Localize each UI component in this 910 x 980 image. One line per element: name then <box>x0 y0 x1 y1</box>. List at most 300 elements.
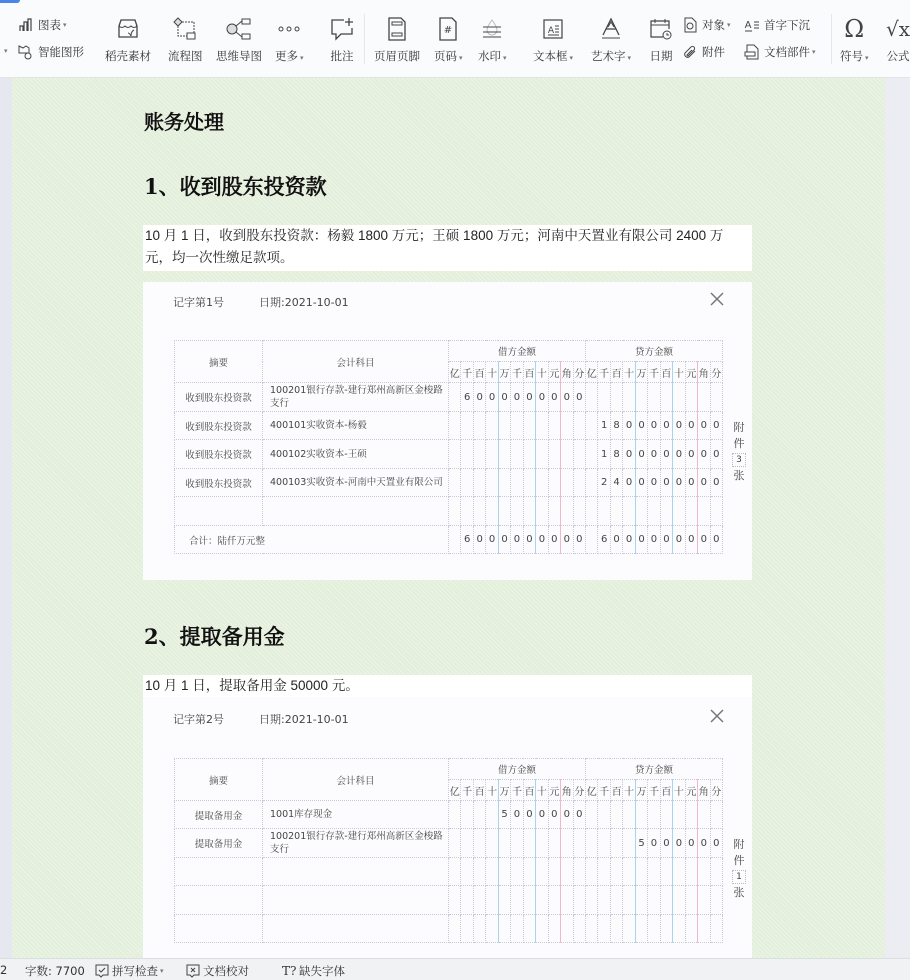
digit-header: 亿 <box>449 780 461 801</box>
digit-header: 分 <box>710 780 722 801</box>
amount-digit <box>673 801 685 829</box>
amount-digit: 0 <box>710 440 722 469</box>
digit-header: 亿 <box>585 362 597 383</box>
amount-digit <box>598 383 610 412</box>
amount-digit <box>548 497 560 526</box>
amount-digit: 5 <box>635 829 647 858</box>
comment-icon <box>329 16 355 42</box>
amount-digit <box>685 497 697 526</box>
amount-digit <box>548 469 560 497</box>
digit-header: 分 <box>710 362 722 383</box>
drop-cap-button[interactable]: A 首字下沉 <box>744 18 810 32</box>
amount-digit <box>660 915 672 943</box>
date-icon <box>648 16 674 42</box>
amount-digit <box>610 497 622 526</box>
amount-digit: 0 <box>685 829 697 858</box>
amount-digit: 0 <box>635 469 647 497</box>
voucher-number: 记字第2号 <box>173 713 224 726</box>
amount-digit <box>698 801 710 829</box>
amount-digit <box>548 886 560 915</box>
amount-digit <box>585 469 597 497</box>
row-summary[interactable]: 提取备用金 <box>175 801 263 829</box>
amount-digit <box>623 886 635 915</box>
amount-digit <box>673 886 685 915</box>
header-summary: 摘要 <box>175 341 263 383</box>
section-paragraph-1[interactable]: 10 月 1 日，收到股东投资款：杨毅 1800 万元；王硕 1800 万元；河南中天置业有限公司 2400 万元，均一次性缴足款项。 <box>143 225 752 271</box>
svg-text:#: # <box>444 25 453 36</box>
total-label: 合计：陆仟万元整 <box>175 526 449 554</box>
voucher-row[interactable] <box>175 412 723 440</box>
amount-digit: 0 <box>685 469 697 497</box>
page-number-icon <box>435 16 461 42</box>
amount-digit <box>486 497 498 526</box>
row-summary[interactable] <box>175 886 263 915</box>
amount-digit: 0 <box>660 526 672 554</box>
proofread-icon <box>186 964 200 978</box>
amount-digit <box>561 469 573 497</box>
amount-digit <box>523 412 535 440</box>
spell-check-button[interactable]: 拼写检查 ▾ <box>95 963 164 979</box>
amount-digit <box>585 886 597 915</box>
voucher-row[interactable] <box>175 469 723 497</box>
amount-digit <box>685 801 697 829</box>
section-heading-1: 1、收到股东投资款 <box>144 174 327 199</box>
amount-digit <box>561 858 573 886</box>
amount-digit <box>598 497 610 526</box>
symbol-button[interactable]: Ω 符号 ▾ <box>840 15 869 63</box>
attachment-count-field[interactable]: 1 <box>732 870 746 884</box>
amount-digit <box>449 858 461 886</box>
voucher-row[interactable] <box>175 497 723 526</box>
mindmap-icon <box>226 16 252 42</box>
amount-digit: 5 <box>498 801 510 829</box>
amount-digit <box>523 440 535 469</box>
voucher-number: 记字第1号 <box>173 296 224 309</box>
voucher-row[interactable] <box>175 886 723 915</box>
amount-digit <box>573 915 585 943</box>
doc-parts-button[interactable]: 文档部件 ▾ <box>744 44 816 60</box>
chevron-down-icon: ▾ <box>627 54 632 62</box>
amount-digit <box>449 383 461 412</box>
amount-digit <box>523 858 535 886</box>
digit-header: 万 <box>635 780 647 801</box>
row-account[interactable] <box>263 497 449 526</box>
row-account[interactable]: 100201银行存款-建行郑州高新区金梭路支行 <box>263 829 449 858</box>
digit-header: 万 <box>498 362 510 383</box>
amount-digit: 0 <box>673 526 685 554</box>
row-summary[interactable] <box>175 858 263 886</box>
amount-digit: 0 <box>498 383 510 412</box>
amount-digit <box>673 858 685 886</box>
digit-header: 十 <box>673 362 685 383</box>
amount-digit <box>585 440 597 469</box>
digit-header: 亿 <box>449 362 461 383</box>
amount-digit: 0 <box>511 383 523 412</box>
amount-digit <box>648 383 660 412</box>
amount-digit: 0 <box>685 412 697 440</box>
amount-digit <box>660 858 672 886</box>
chevron-down-icon[interactable]: ▾ <box>4 47 8 55</box>
amount-digit <box>573 412 585 440</box>
voucher-table <box>174 340 723 554</box>
chevron-down-icon: ▾ <box>459 54 463 62</box>
amount-digit <box>511 469 523 497</box>
formula-icon: √x <box>885 17 910 41</box>
amount-digit: 0 <box>536 801 548 829</box>
doc-proofread-button[interactable]: 文档校对 <box>186 963 249 979</box>
amount-digit <box>585 412 597 440</box>
voucher-row[interactable] <box>175 383 723 412</box>
amount-digit <box>498 858 510 886</box>
amount-digit <box>511 886 523 915</box>
attachment-button[interactable]: 附件 <box>682 44 725 60</box>
digit-header: 元 <box>685 780 697 801</box>
amount-digit: 0 <box>561 801 573 829</box>
row-account[interactable] <box>263 886 449 915</box>
amount-digit: 0 <box>710 469 722 497</box>
amount-digit: 0 <box>536 383 548 412</box>
object-icon <box>682 17 698 33</box>
amount-digit <box>498 829 510 858</box>
amount-digit <box>473 497 485 526</box>
ribbon-toolbar <box>0 0 910 78</box>
digit-header: 千 <box>598 780 610 801</box>
amount-digit <box>610 915 622 943</box>
amount-digit: 0 <box>486 526 498 554</box>
amount-digit: 8 <box>610 440 622 469</box>
document-title: 账务处理 <box>144 110 224 134</box>
amount-digit <box>536 469 548 497</box>
amount-digit: 0 <box>523 801 535 829</box>
amount-digit <box>498 469 510 497</box>
amount-digit <box>610 829 622 858</box>
header-credit: 贷方金额 <box>585 341 722 362</box>
voucher-row[interactable] <box>175 858 723 886</box>
digit-header: 十 <box>623 780 635 801</box>
amount-digit <box>710 858 722 886</box>
amount-digit: 0 <box>648 469 660 497</box>
amount-digit <box>598 801 610 829</box>
row-account[interactable] <box>263 915 449 943</box>
amount-digit <box>548 440 560 469</box>
formula-button[interactable]: √x 公式 <box>885 17 910 63</box>
amount-digit <box>548 858 560 886</box>
voucher-row[interactable] <box>175 801 723 829</box>
amount-digit: 0 <box>648 412 660 440</box>
smart-art-button[interactable]: 智能图形 <box>18 44 84 60</box>
amount-digit <box>536 497 548 526</box>
amount-digit: 0 <box>660 440 672 469</box>
voucher-row[interactable] <box>175 829 723 858</box>
amount-digit <box>698 497 710 526</box>
chart-button[interactable]: 图表 ▾ <box>18 17 67 33</box>
digit-header: 十 <box>536 780 548 801</box>
toolbar-divider <box>831 14 832 64</box>
row-summary[interactable]: 收到股东投资款 <box>175 383 263 412</box>
digit-header: 百 <box>523 780 535 801</box>
amount-digit: 0 <box>486 383 498 412</box>
date-button[interactable]: 日期 <box>648 16 674 64</box>
amount-digit <box>473 829 485 858</box>
amount-digit: 6 <box>461 526 473 554</box>
amount-digit <box>548 829 560 858</box>
row-summary[interactable]: 收到股东投资款 <box>175 412 263 440</box>
row-account[interactable] <box>263 858 449 886</box>
textbox-icon <box>540 16 566 42</box>
page-number-button[interactable]: # 页码 ▾ <box>434 16 463 64</box>
amount-digit <box>511 915 523 943</box>
amount-digit <box>635 886 647 915</box>
row-account[interactable]: 400101实收资本-杨毅 <box>263 412 449 440</box>
amount-digit <box>623 801 635 829</box>
amount-digit: 0 <box>523 526 535 554</box>
comment-button[interactable]: 批注 <box>329 16 355 64</box>
digit-header: 百 <box>473 362 485 383</box>
amount-digit: 0 <box>523 383 535 412</box>
amount-digit <box>685 858 697 886</box>
amount-digit <box>660 497 672 526</box>
chevron-down-icon: ▾ <box>503 54 507 62</box>
attachment-count-field[interactable]: 3 <box>732 453 746 467</box>
wordart-button[interactable]: 艺术字 ▾ <box>591 16 631 64</box>
digit-header: 分 <box>573 780 585 801</box>
digit-header: 千 <box>598 362 610 383</box>
digit-header: 百 <box>660 362 672 383</box>
toolbar-divider <box>364 14 365 64</box>
shop-icon <box>115 16 141 42</box>
paperclip-icon <box>682 44 698 60</box>
amount-digit: 0 <box>660 829 672 858</box>
amount-digit: 0 <box>548 526 560 554</box>
mindmap-button[interactable]: 思维导图 <box>216 16 262 64</box>
amount-digit <box>710 886 722 915</box>
amount-digit <box>598 886 610 915</box>
amount-digit <box>623 829 635 858</box>
amount-digit: 6 <box>598 526 610 554</box>
amount-digit <box>710 801 722 829</box>
amount-digit <box>511 440 523 469</box>
digit-header: 十 <box>486 362 498 383</box>
amount-digit: 6 <box>461 383 473 412</box>
amount-digit <box>461 497 473 526</box>
amount-digit <box>536 915 548 943</box>
amount-digit: 0 <box>710 412 722 440</box>
spell-check-icon <box>95 964 109 978</box>
amount-digit <box>511 829 523 858</box>
amount-digit: 0 <box>635 412 647 440</box>
row-account[interactable]: 400103实收资本-河南中天置业有限公司 <box>263 469 449 497</box>
digit-header: 千 <box>461 362 473 383</box>
digit-header: 元 <box>685 362 697 383</box>
digit-header: 百 <box>610 362 622 383</box>
amount-digit <box>623 915 635 943</box>
digit-header: 角 <box>698 362 710 383</box>
amount-digit <box>585 801 597 829</box>
amount-digit <box>449 915 461 943</box>
amount-digit <box>486 801 498 829</box>
more-icon <box>276 16 302 42</box>
row-summary[interactable] <box>175 497 263 526</box>
wordart-icon <box>598 16 624 42</box>
amount-digit: 0 <box>573 383 585 412</box>
row-summary[interactable]: 收到股东投资款 <box>175 440 263 469</box>
amount-digit: 0 <box>610 526 622 554</box>
close-icon[interactable] <box>708 707 726 725</box>
amount-digit <box>473 469 485 497</box>
amount-digit <box>461 412 473 440</box>
amount-digit <box>623 383 635 412</box>
page-indicator[interactable]: 2 <box>0 963 8 977</box>
chevron-down-icon: ▾ <box>569 54 574 62</box>
row-summary[interactable]: 提取备用金 <box>175 829 263 858</box>
amount-digit <box>473 858 485 886</box>
amount-digit <box>536 858 548 886</box>
amount-digit <box>473 915 485 943</box>
header-account: 会计科目 <box>263 759 449 801</box>
header-footer-button[interactable]: 页眉页脚 <box>374 16 420 64</box>
amount-digit: 0 <box>473 383 485 412</box>
amount-digit <box>486 412 498 440</box>
section-heading-2: 2、提取备用金 <box>144 624 285 649</box>
word-count[interactable]: 字数: 7700 <box>25 964 85 978</box>
amount-digit <box>536 886 548 915</box>
amount-digit <box>461 886 473 915</box>
digit-header: 角 <box>698 780 710 801</box>
more-button[interactable]: 更多 ▾ <box>275 16 304 64</box>
amount-digit <box>710 915 722 943</box>
voucher-row[interactable] <box>175 440 723 469</box>
amount-digit <box>610 801 622 829</box>
amount-digit <box>498 886 510 915</box>
amount-digit <box>523 497 535 526</box>
voucher-card-2[interactable] <box>143 697 752 958</box>
amount-digit <box>536 412 548 440</box>
digit-header: 十 <box>486 780 498 801</box>
amount-digit <box>573 497 585 526</box>
amount-digit <box>685 383 697 412</box>
amount-digit: 0 <box>685 526 697 554</box>
section-paragraph-2[interactable]: 10 月 1 日，提取备用金 50000 元。 <box>143 675 752 697</box>
watermark-button[interactable]: 水印 ▾ <box>478 16 507 64</box>
digit-header: 角 <box>561 780 573 801</box>
object-button[interactable]: 对象 ▾ <box>682 17 731 33</box>
amount-digit <box>449 440 461 469</box>
amount-digit <box>461 858 473 886</box>
chevron-down-icon: ▾ <box>865 54 869 62</box>
digit-header: 十 <box>623 362 635 383</box>
amount-digit: 0 <box>673 412 685 440</box>
header-credit: 贷方金额 <box>585 759 722 780</box>
header-debit: 借方金额 <box>449 341 586 362</box>
amount-digit <box>673 497 685 526</box>
amount-digit <box>486 440 498 469</box>
voucher-row[interactable] <box>175 915 723 943</box>
amount-digit: 0 <box>635 440 647 469</box>
amount-digit: 0 <box>698 440 710 469</box>
amount-digit <box>573 858 585 886</box>
amount-digit: 0 <box>698 829 710 858</box>
amount-digit <box>673 383 685 412</box>
amount-digit: 0 <box>648 526 660 554</box>
amount-digit <box>648 858 660 886</box>
row-account[interactable]: 1001库存现金 <box>263 801 449 829</box>
amount-digit <box>461 915 473 943</box>
amount-digit <box>660 886 672 915</box>
header-footer-icon <box>384 16 410 42</box>
amount-digit: 0 <box>623 526 635 554</box>
amount-digit <box>648 886 660 915</box>
amount-digit <box>536 829 548 858</box>
amount-digit: 4 <box>610 469 622 497</box>
chevron-down-icon: ▾ <box>63 21 67 29</box>
attachment-count: 附 件 3 张 <box>733 421 745 482</box>
row-summary[interactable]: 收到股东投资款 <box>175 469 263 497</box>
digit-header: 千 <box>511 780 523 801</box>
row-account[interactable]: 400102实收资本-王硕 <box>263 440 449 469</box>
row-summary[interactable] <box>175 915 263 943</box>
attachment-count: 附 件 1 张 <box>733 838 745 899</box>
missing-fonts-button[interactable]: T? 缺失字体 <box>282 964 345 978</box>
app-tab-indicator <box>0 0 20 3</box>
close-icon[interactable] <box>708 290 726 308</box>
amount-digit: 0 <box>673 469 685 497</box>
amount-digit <box>486 886 498 915</box>
textbox-button[interactable]: A 文本框 ▾ <box>533 16 573 64</box>
amount-digit <box>573 829 585 858</box>
amount-digit: 0 <box>561 383 573 412</box>
amount-digit <box>548 915 560 943</box>
amount-digit: 0 <box>660 469 672 497</box>
amount-digit <box>486 915 498 943</box>
voucher-total-row <box>175 526 723 554</box>
docer-materials-button[interactable]: 稻壳素材 <box>105 16 151 64</box>
amount-digit <box>498 497 510 526</box>
flowchart-button[interactable]: 流程图 <box>168 16 203 64</box>
amount-digit <box>635 801 647 829</box>
vertical-scrollbar[interactable] <box>885 78 910 958</box>
amount-digit <box>523 829 535 858</box>
amount-digit <box>648 497 660 526</box>
amount-digit <box>449 412 461 440</box>
header-debit: 借方金额 <box>449 759 586 780</box>
amount-digit <box>635 858 647 886</box>
voucher-date: 日期:2021-10-01 <box>259 296 349 309</box>
chevron-down-icon: ▾ <box>160 967 164 975</box>
amount-digit <box>585 915 597 943</box>
doc-parts-icon <box>744 44 760 60</box>
amount-digit <box>698 383 710 412</box>
amount-digit <box>473 886 485 915</box>
amount-digit <box>598 915 610 943</box>
digit-header: 十 <box>673 780 685 801</box>
amount-digit: 8 <box>610 412 622 440</box>
digit-header: 元 <box>548 362 560 383</box>
amount-digit: 0 <box>623 412 635 440</box>
header-summary: 摘要 <box>175 759 263 801</box>
amount-digit <box>623 497 635 526</box>
amount-digit: 0 <box>635 526 647 554</box>
voucher-date: 日期:2021-10-01 <box>259 713 349 726</box>
amount-digit: 0 <box>511 526 523 554</box>
row-account[interactable]: 100201银行存款-建行郑州高新区金梭路支行 <box>263 383 449 412</box>
amount-digit <box>511 412 523 440</box>
digit-header: 千 <box>648 362 660 383</box>
amount-digit: 0 <box>698 469 710 497</box>
bar-chart-icon <box>18 17 34 33</box>
voucher-card-1[interactable] <box>143 282 752 580</box>
amount-digit <box>585 383 597 412</box>
digit-header: 亿 <box>585 780 597 801</box>
